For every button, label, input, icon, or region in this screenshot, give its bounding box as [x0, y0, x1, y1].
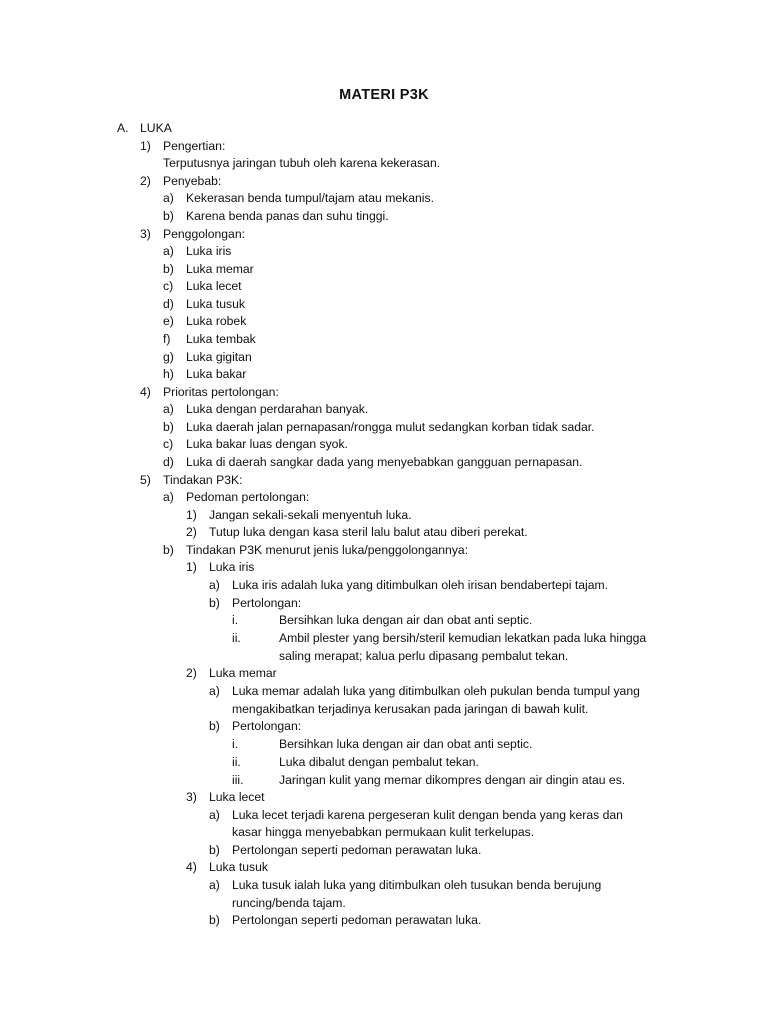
list-marker: 4): [186, 860, 197, 874]
list-marker: i.: [232, 737, 239, 751]
list-marker: 1): [186, 508, 197, 522]
list-text: Luka iris: [209, 560, 255, 574]
list-marker: a): [209, 684, 220, 698]
list-marker: a): [209, 808, 220, 822]
list-marker: 5): [140, 473, 151, 487]
list-marker: 2): [186, 666, 197, 680]
list-text: Luka memar adalah luka yang ditimbulkan oleh pukulan benda tumpul yang: [232, 684, 640, 698]
list-marker: b): [209, 719, 220, 733]
list-marker: e): [163, 314, 174, 328]
list-marker: a): [163, 244, 174, 258]
list-text: Luka robek: [186, 314, 247, 328]
list-text: Luka tusuk: [209, 860, 268, 874]
list-text: Bersihkan luka dengan air dan obat anti septic.: [279, 613, 533, 627]
list-text: Prioritas pertolongan:: [163, 385, 279, 399]
list-marker: b): [163, 209, 174, 223]
list-marker: A.: [117, 121, 129, 135]
list-marker: 2): [186, 525, 197, 539]
list-text: runcing/benda tajam.: [232, 896, 346, 910]
list-text: Luka lecet: [186, 279, 242, 293]
list-text: Luka gigitan: [186, 350, 252, 364]
list-marker: a): [163, 402, 174, 416]
list-marker: 3): [140, 227, 151, 241]
list-text: Luka lecet: [209, 790, 265, 804]
list-text: Pedoman pertolongan:: [186, 490, 310, 504]
list-marker: b): [209, 843, 220, 857]
list-text: Luka memar: [209, 666, 277, 680]
list-text: Luka daerah jalan pernapasan/rongga mulut sedangkan korban tidak sadar.: [186, 420, 595, 434]
list-marker: b): [209, 596, 220, 610]
list-marker: b): [209, 913, 220, 927]
list-text: mengakibatkan terjadinya kerusakan pada jaringan di bawah kulit.: [232, 702, 589, 716]
list-marker: c): [163, 279, 174, 293]
list-text: Pertolongan:: [232, 596, 302, 610]
list-text: Luka tembak: [186, 332, 256, 346]
list-text: Kekerasan benda tumpul/tajam atau mekanis.: [186, 191, 434, 205]
list-text: Karena benda panas dan suhu tinggi.: [186, 209, 389, 223]
document-title: MATERI P3K: [339, 87, 429, 103]
list-marker: 4): [140, 385, 151, 399]
list-text: Pengertian:: [163, 139, 226, 153]
list-text: Pertolongan:: [232, 719, 302, 733]
list-marker: a): [163, 191, 174, 205]
list-text: saling merapat; kalua perlu dipasang pembalut tekan.: [279, 649, 569, 663]
list-marker: 1): [186, 560, 197, 574]
list-text: Jaringan kulit yang memar dikompres dengan air dingin atau es.: [279, 773, 626, 787]
list-marker: 3): [186, 790, 197, 804]
list-text: Luka di daerah sangkar dada yang menyebabkan gangguan pernapasan.: [186, 455, 583, 469]
list-text: kasar hingga menyebabkan permukaan kulit terkelupas.: [232, 825, 535, 839]
list-marker: b): [163, 262, 174, 276]
list-marker: b): [163, 420, 174, 434]
list-marker: g): [163, 350, 174, 364]
list-marker: iii.: [232, 773, 244, 787]
list-marker: h): [163, 367, 174, 381]
list-text: Pertolongan seperti pedoman perawatan luka.: [232, 843, 482, 857]
list-text: Pertolongan seperti pedoman perawatan luka.: [232, 913, 482, 927]
list-marker: d): [163, 297, 174, 311]
list-text: Luka iris adalah luka yang ditimbulkan oleh irisan bendabertepi tajam.: [232, 578, 609, 592]
list-text: Tindakan P3K:: [163, 473, 243, 487]
list-marker: c): [163, 437, 174, 451]
list-text: Luka dengan perdarahan banyak.: [186, 402, 369, 416]
list-marker: ii.: [232, 631, 241, 645]
list-text: Jangan sekali-sekali menyentuh luka.: [209, 508, 412, 522]
list-text: Luka tusuk ialah luka yang ditimbulkan oleh tusukan benda berujung: [232, 878, 602, 892]
list-text: LUKA: [140, 121, 172, 135]
list-marker: b): [163, 543, 174, 557]
list-text: Tindakan P3K menurut jenis luka/penggolongannya:: [186, 543, 469, 557]
list-text: Luka dibalut dengan pembalut tekan.: [279, 755, 479, 769]
list-text: Luka bakar: [186, 367, 247, 381]
list-text: Luka lecet terjadi karena pergeseran kulit dengan benda yang keras dan: [232, 808, 623, 822]
list-text: Tutup luka dengan kasa steril lalu balut atau diberi perekat.: [209, 525, 528, 539]
list-text: Terputusnya jaringan tubuh oleh karena kekerasan.: [163, 156, 441, 170]
list-text: Luka tusuk: [186, 297, 245, 311]
list-marker: 2): [140, 174, 151, 188]
list-text: Bersihkan luka dengan air dan obat anti septic.: [279, 737, 533, 751]
list-marker: d): [163, 455, 174, 469]
list-marker: a): [209, 878, 220, 892]
list-marker: ii.: [232, 755, 241, 769]
list-text: Luka memar: [186, 262, 254, 276]
list-marker: a): [209, 578, 220, 592]
list-text: Penggolongan:: [163, 227, 246, 241]
list-marker: a): [163, 490, 174, 504]
list-text: Luka iris: [186, 244, 232, 258]
list-text: Luka bakar luas dengan syok.: [186, 437, 348, 451]
list-text: Ambil plester yang bersih/steril kemudian lekatkan pada luka hingga: [279, 631, 647, 645]
list-marker: 1): [140, 139, 151, 153]
list-marker: f): [163, 332, 171, 346]
list-marker: i.: [232, 613, 239, 627]
list-text: Penyebab:: [163, 174, 222, 188]
